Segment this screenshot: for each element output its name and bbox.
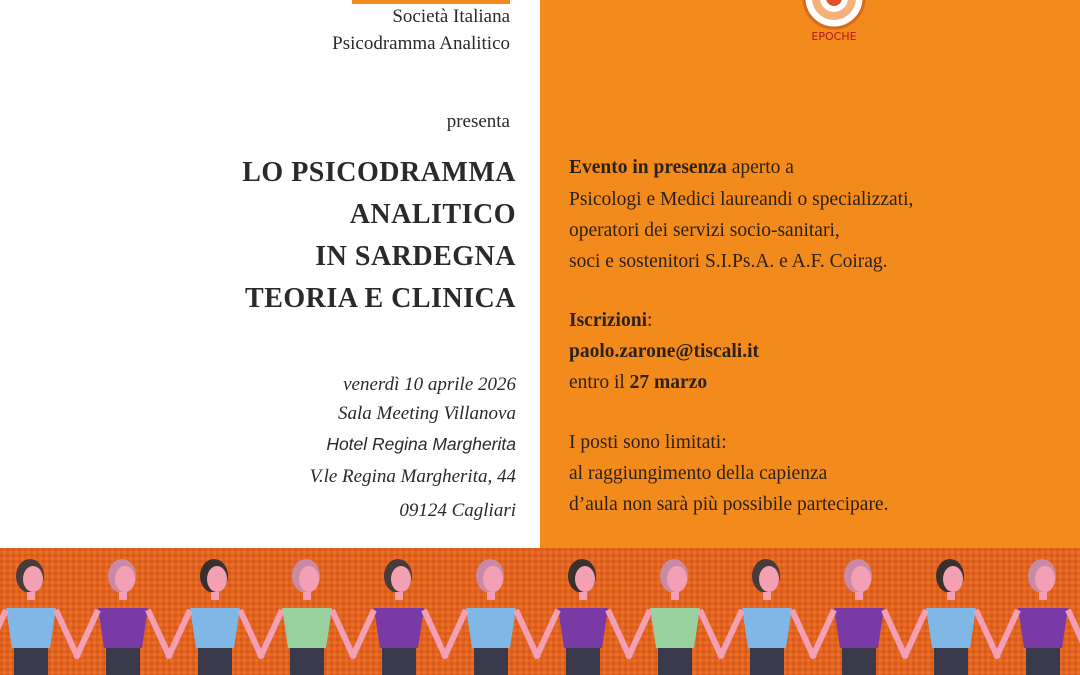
event-city: 09124 Cagliari (399, 500, 516, 521)
limit-line-3: d’aula non sarà più possibile partecipare. (569, 494, 889, 515)
logo-accent-bar (352, 0, 510, 4)
title-line-2: ANALITICO (349, 199, 516, 230)
deadline-prefix: entro il (569, 372, 630, 393)
presents-label: presenta (446, 111, 510, 132)
event-address: V.le Regina Margherita, 44 (309, 466, 516, 487)
limit-line-1: I posti sono limitati: (569, 432, 727, 453)
registration-email[interactable]: paolo.zarone@tiscali.it (569, 341, 760, 362)
event-type-bold: Evento in presenza (569, 157, 727, 178)
left-panel (0, 0, 540, 548)
organization-name-line2: Psicodramma Analitico (332, 33, 510, 54)
woven-figures-banner (0, 548, 1080, 675)
limit-line-2: al raggiungimento della capienza (569, 463, 828, 484)
deadline-date: 27 marzo (629, 372, 708, 393)
deadline-line (569, 367, 707, 398)
woven-figures-image (0, 548, 1080, 675)
audience-line-2: operatori dei servizi socio-sanitari, (569, 220, 840, 241)
registration-line (569, 305, 652, 336)
event-details (310, 370, 516, 526)
title-line-1: LO PSICODRAMMA (242, 157, 516, 188)
epoche-logo-text: EPOCHE (811, 30, 857, 43)
title-line-3: IN SARDEGNA (315, 241, 516, 272)
organization-name-line1: Società Italiana (392, 6, 510, 27)
registration-colon: : (647, 310, 653, 331)
event-date: venerdì 10 aprile 2026 (343, 374, 516, 395)
event-hotel: Hotel Regina Margherita (326, 434, 516, 454)
event-type-rest: aperto a (726, 157, 794, 178)
event-venue: Sala Meeting Villanova (338, 403, 516, 424)
epoche-logo (798, 0, 870, 44)
registration-label: Iscrizioni (569, 310, 647, 331)
event-title (242, 152, 516, 320)
audience-line-3: soci e sostenitori S.I.Ps.A. e A.F. Coirag. (569, 251, 888, 272)
title-line-4: TEORIA E CLINICA (245, 283, 516, 314)
audience-line-1: Psicologi e Medici laureandi o specializzati, (569, 189, 914, 210)
event-type-line (569, 152, 794, 183)
